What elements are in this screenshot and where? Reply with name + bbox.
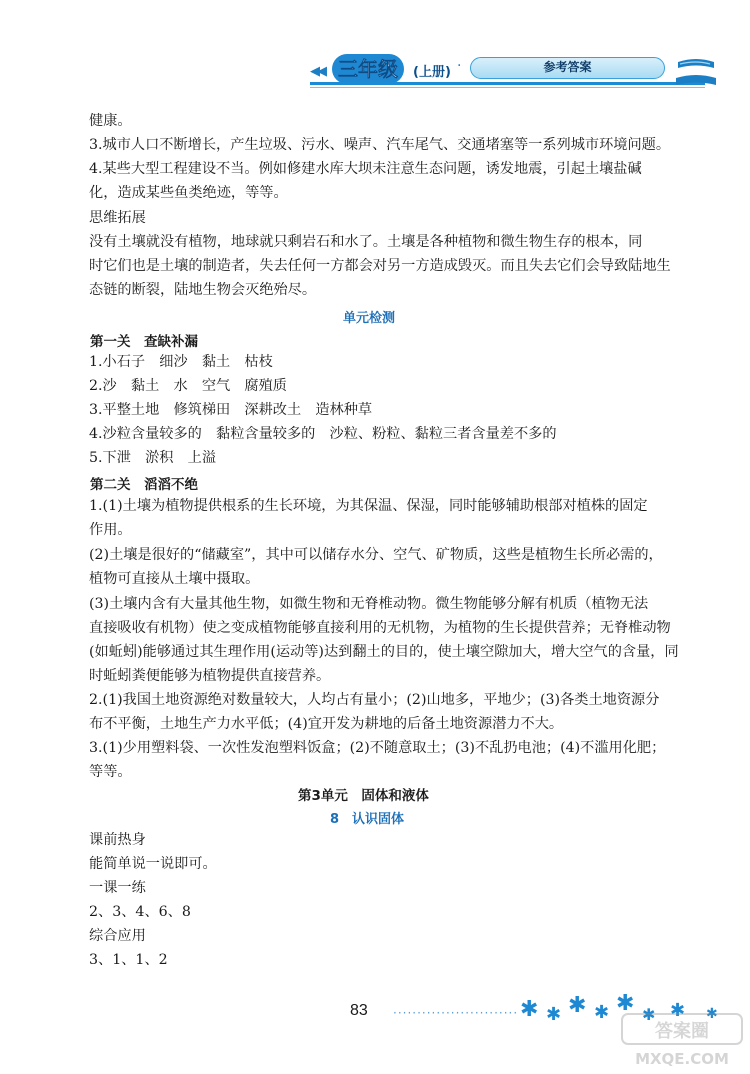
page-number: 83 [350,1002,368,1019]
lesson-title: 8 认识固体 [330,812,405,827]
header-title-pill [470,57,665,79]
text-line: 2、3、4、6、8 [89,904,191,920]
text-line: 5.下泄 淤积 上溢 [89,450,217,466]
text-line: 等等。 [89,764,132,780]
svg-text:✱: ✱ [616,991,635,1016]
text-line: 直接吸收有机物）使之变成植物能够直接利用的无机物，为植物的生长提供营养；无脊椎动物 [89,620,671,636]
header-dot: · [457,58,462,74]
text-line: (2)土壤是很好的“储藏室”，其中可以储存水分、空气、矿物质，这些是植物生长所必需的， [89,547,663,563]
grade-label: 三年级 [332,54,404,84]
svg-text:答案圈: 答案圈 [655,1021,709,1042]
svg-text:✱: ✱ [706,1006,718,1022]
text-line: (3)土壤内含有大量其他生物，如微生物和无脊椎动物。微生物能够分解有机质（植物无法 [89,596,649,612]
svg-text:✱: ✱ [520,997,539,1022]
subheading: 思维拓展 [89,210,146,226]
page-header [300,52,720,98]
volume-label: (上册) [413,65,451,80]
text-line: 植物可直接从土壤中摄取。 [89,571,260,587]
svg-text:✱: ✱ [568,993,587,1018]
unit-title: 第3单元 固体和液体 [298,788,429,804]
svg-text:MXQE.COM: MXQE.COM [635,1050,729,1068]
watermark-logo [620,1010,745,1070]
text-line: 3.(1)少用塑料袋、一次性发泡塑料饭盒；(2)不随意取土；(3)不乱扔电池；(4)不滥用化肥； [89,740,666,756]
grade-numeral-icon [674,52,718,96]
text-line: 2.沙 黏土 水 空气 腐殖质 [89,378,287,394]
text-line: 化，造成某些鱼类绝迹，等等。 [89,185,288,201]
text-line: 4.沙粒含量较多的 黏粒含量较多的 沙粒、粉粒、黏粒三者含量差不多的 [89,426,557,442]
text-line: (如蚯蚓)能够通过其生理作用(运动等)达到翻土的目的，使土壤空隙加大，增大空气的含量，同 [89,644,679,660]
header-title: 参考答案 [543,60,592,74]
header-rule [310,82,705,85]
level-one-title: 第一关 查缺补漏 [90,334,198,350]
text-line: 时蚯蚓粪便能够为植物提供直接营养。 [89,668,331,684]
text-line: 3、1、1、2 [89,952,168,968]
svg-text:✱: ✱ [594,1002,610,1023]
svg-text:✱: ✱ [670,1000,686,1021]
subheading: 课前热身 [89,832,146,848]
text-line: 2.(1)我国土地资源绝对数量较大，人均占有量小；(2)山地多，平地少；(3)各类土地资源分 [89,692,660,708]
level-two-title: 第二关 滔滔不绝 [90,477,198,493]
svg-text:✱: ✱ [546,1004,562,1025]
text-line: 没有土壤就没有植物，地球就只剩岩石和水了。土壤是各种植物和微生物生存的根本，同 [89,234,643,250]
text-line: 健康。 [89,113,132,129]
text-line: 态链的断裂，陆地生物会灭绝殆尽。 [89,282,317,298]
footer-dotted-leader: ·························· [393,1006,519,1020]
text-line: 1.小石子 细沙 黏土 枯枝 [89,354,273,370]
subheading: 综合应用 [89,928,146,944]
double-arrow-icon: ◀◀ [310,64,324,79]
header-rule-thin [310,87,705,88]
text-line: 能简单说一说即可。 [89,856,217,872]
text-line: 布不平衡，土地生产力水平低；(4)宜开发为耕地的后备土地资源潜力不大。 [89,716,564,732]
text-line: 时它们也是土壤的制造者，失去任何一方都会对另一方造成毁灭。而且失去它们会导致陆地生 [89,258,671,274]
text-line: 4.某些大型工程建设不当。例如修建水库大坝未注意生态问题，诱发地震，引起土壤盐碱 [89,161,642,177]
section-title-unit-test: 单元检测 [343,311,396,326]
subheading: 一课一练 [89,880,146,896]
text-line: 作用。 [89,522,132,538]
text-line: 1.(1)土壤为植物提供根系的生长环境，为其保温、保湿，同时能够辅助根部对植株的固定 [89,498,648,514]
text-line: 3.城市人口不断增长，产生垃圾、污水、噪声、汽车尾气、交通堵塞等一系列城市环境问题。 [89,137,671,153]
svg-text:✱: ✱ [642,1005,656,1024]
text-line: 3.平整土地 修筑梯田 深耕改土 造林种草 [89,402,373,418]
